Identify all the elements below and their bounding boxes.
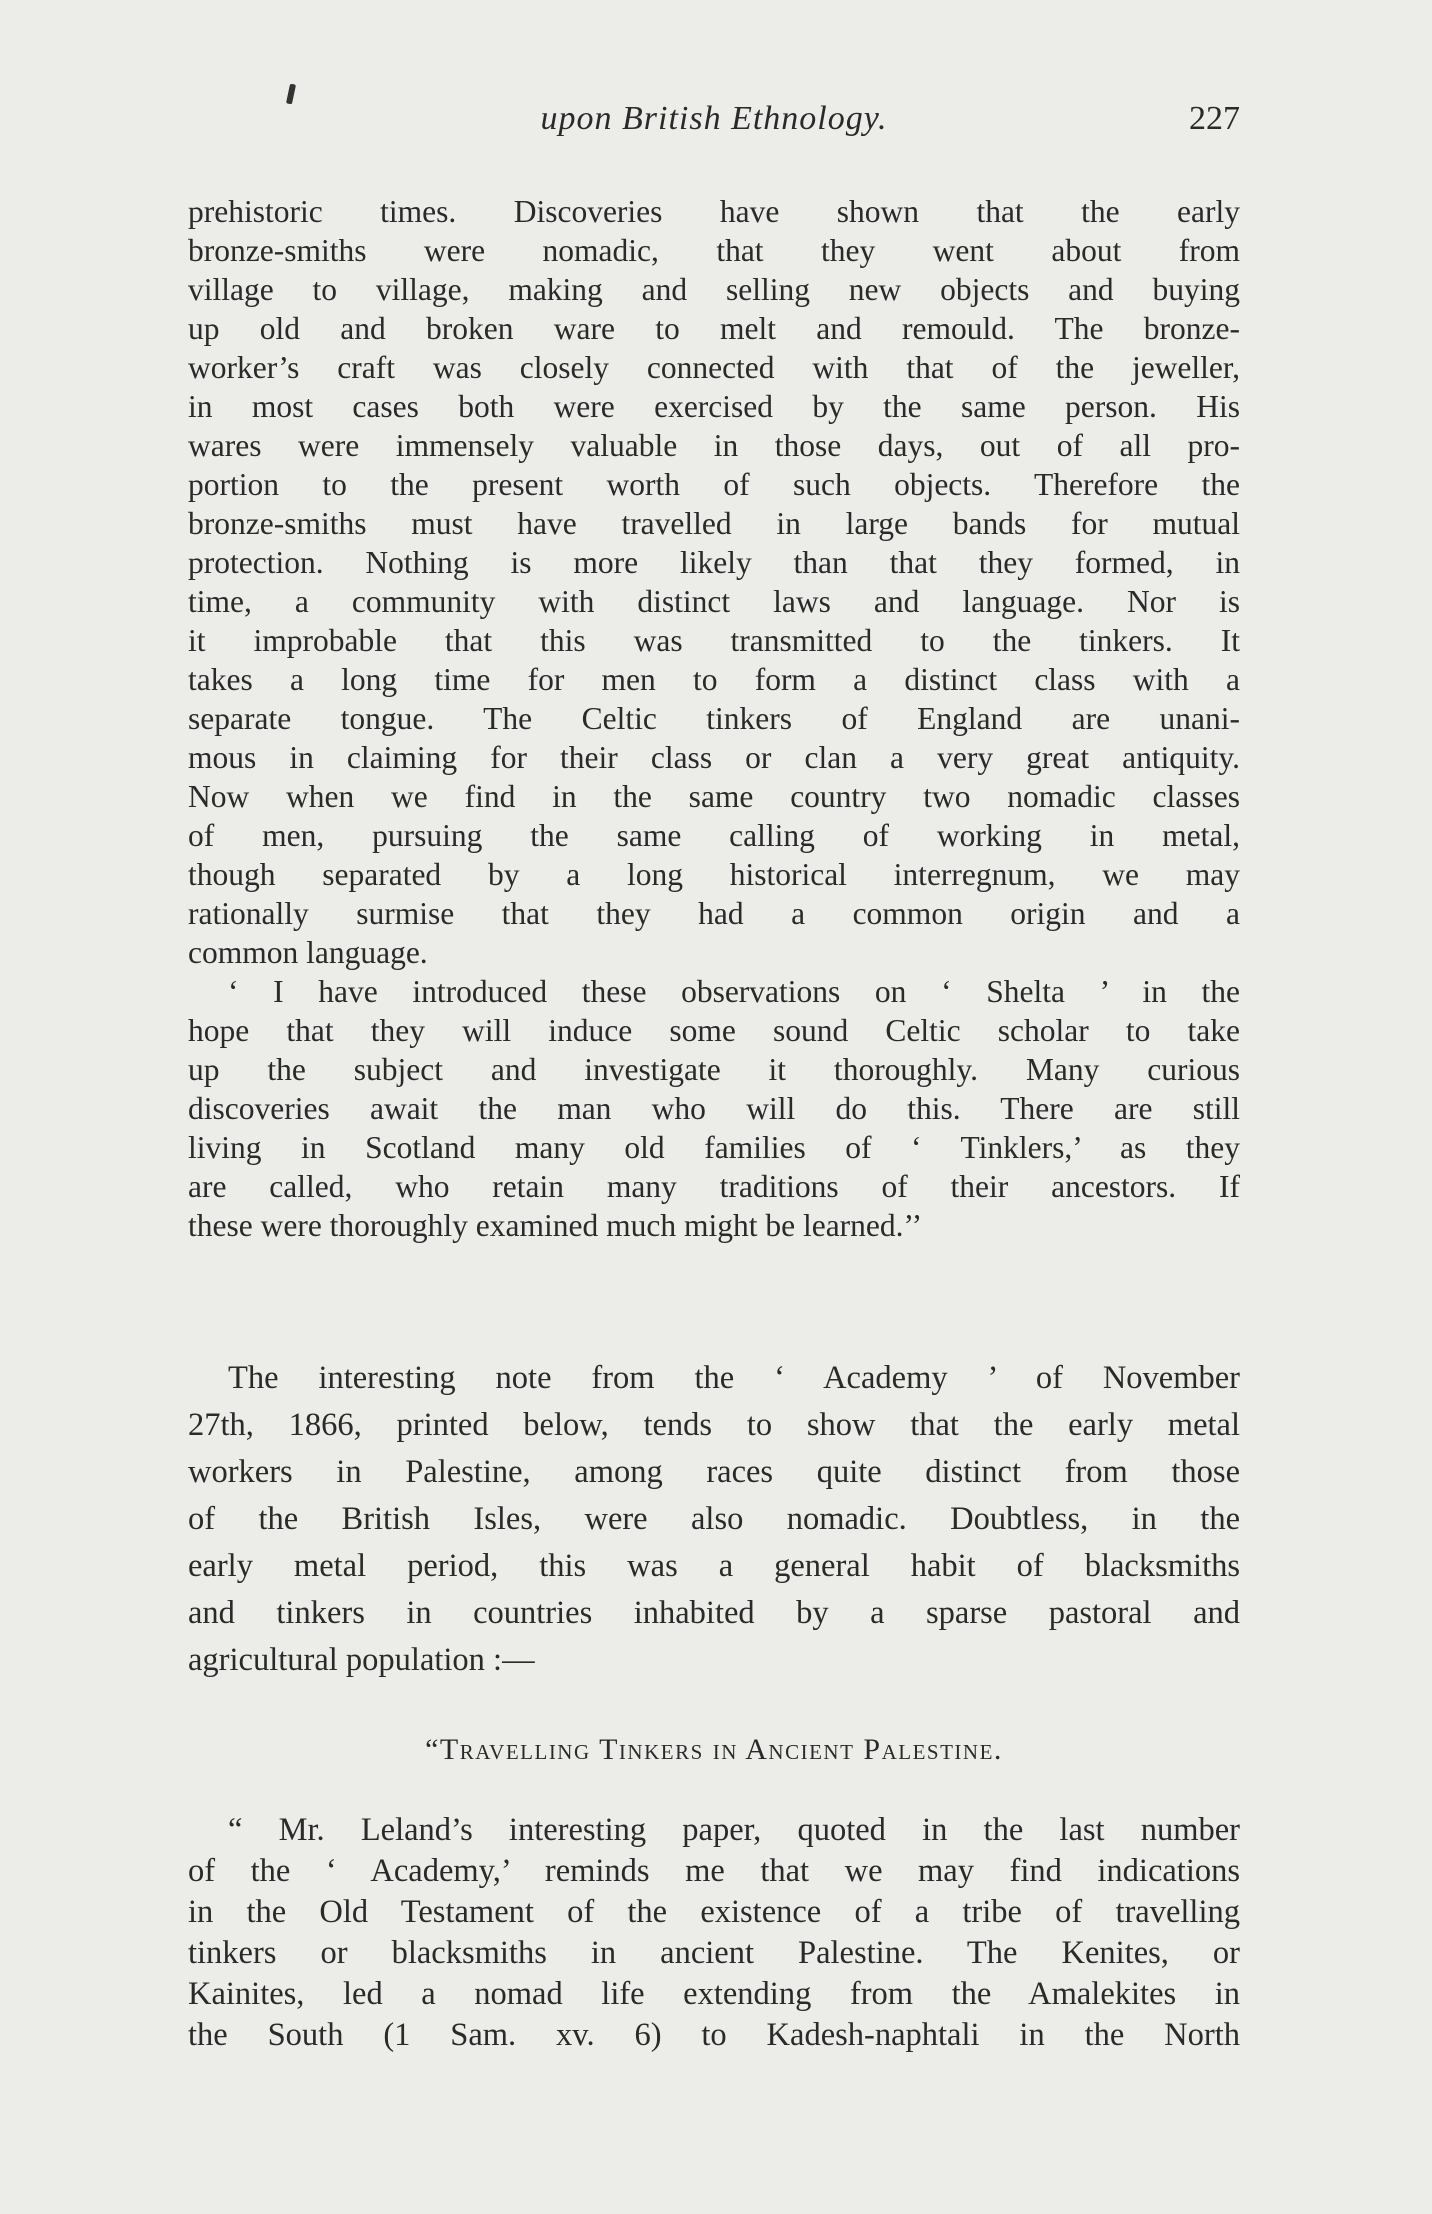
text-line: common language. [188,935,428,970]
text-line: prehistoric times. Discoveries have shown that the early [188,194,1240,229]
text-line: agricultural population :— [188,1642,535,1678]
text-line: tinkers or blacksmiths in ancient Palestine. The Kenites, or [188,1935,1240,1971]
running-title: upon British Ethnology. [540,100,888,137]
text-line: of men, pursuing the same calling of working in metal, [188,818,1240,853]
text-block-continued-quote [188,192,1240,1245]
text-line: and tinkers in countries inhabited by a sparse pastoral and [188,1595,1240,1631]
text-line: the South (1 Sam. xv. 6) to Kadesh-naphtali in the North [188,2017,1240,2053]
text-line: Kainites, led a nomad life extending from the Amalekites in [188,1976,1240,2012]
text-line: worker’s craft was closely connected with that of the jeweller, [188,350,1240,385]
running-head [188,100,1240,150]
text-line: Now when we find in the same country two nomadic classes [188,779,1240,814]
text-line: time, a community with distinct laws and language. Nor is [188,584,1240,619]
text-line: The interesting note from the ‘ Academy ’ of November [228,1360,1240,1396]
text-line: up the subject and investigate it thoroughly. Many curious [188,1052,1240,1087]
text-line: it improbable that this was transmitted to the tinkers. It [188,623,1240,658]
text-line: separate tongue. The Celtic tinkers of England are unani- [188,701,1240,736]
text-line: bronze-smiths must have travelled in large bands for mutual [188,506,1240,541]
text-line: are called, who retain many traditions of their ancestors. If [188,1169,1240,1204]
text-line: “ Mr. Leland’s interesting paper, quoted in the last number [228,1812,1240,1848]
text-block-academy-quote [188,1810,1240,2056]
text-block-editor-note [188,1355,1240,1684]
text-line: discoveries await the man who will do this. There are still [188,1091,1240,1126]
text-line: 27th, 1866, printed below, tends to show that the early metal [188,1407,1240,1443]
text-line: village to village, making and selling new objects and buying [188,272,1240,307]
text-line: takes a long time for men to form a distinct class with a [188,662,1240,697]
page-number: 227 [1189,100,1240,137]
text-line: of the ‘ Academy,’ reminds me that we may find indications [188,1853,1240,1889]
text-line: ‘ I have introduced these observations on ‘ Shelta ’ in the [228,974,1240,1009]
text-line: in most cases both were exercised by the same person. His [188,389,1240,424]
text-line: rationally surmise that they had a common origin and a [188,896,1240,931]
text-line: portion to the present worth of such objects. Therefore the [188,467,1240,502]
text-line: protection. Nothing is more likely than that they formed, in [188,545,1240,580]
text-line: bronze-smiths were nomadic, that they went about from [188,233,1240,268]
text-line: living in Scotland many old families of ‘ Tinklers,’ as they [188,1130,1240,1165]
text-line: mous in claiming for their class or clan a very great antiquity. [188,740,1240,775]
text-line: though separated by a long historical interregnum, we may [188,857,1240,892]
text-line: hope that they will induce some sound Celtic scholar to take [188,1013,1240,1048]
text-line: workers in Palestine, among races quite distinct from those [188,1454,1240,1490]
text-line: up old and broken ware to melt and remould. The bronze- [188,311,1240,346]
text-line: early metal period, this was a general habit of blacksmiths [188,1548,1240,1584]
text-line: of the British Isles, were also nomadic. Doubtless, in the [188,1501,1240,1537]
text-line: these were thoroughly examined much might be learned.’’ [188,1208,923,1243]
section-heading: “Travelling Tinkers in Ancient Palestine. [425,1733,1003,1766]
text-line: in the Old Testament of the existence of a tribe of travelling [188,1894,1240,1930]
text-line: wares were immensely valuable in those days, out of all pro- [188,428,1240,463]
